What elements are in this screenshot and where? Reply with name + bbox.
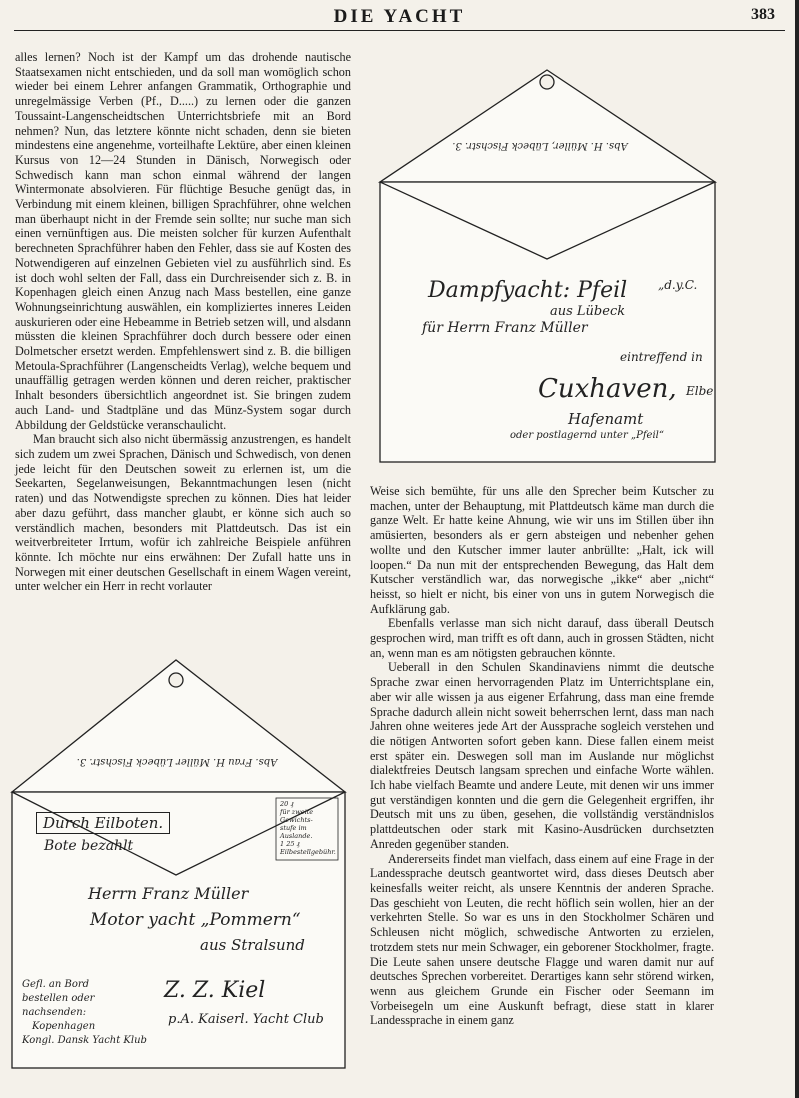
address-city-suffix: Elbe xyxy=(686,384,714,398)
header-rule xyxy=(14,30,785,31)
address-ship-tag: „d.y.C. xyxy=(658,278,698,292)
address-ship: Dampfyacht: Pfeil xyxy=(428,278,628,303)
stamp-line: 1 25 ₰ xyxy=(280,840,300,848)
address-poste-restante: oder postlagernd unter „Pfeil“ xyxy=(510,430,664,441)
note-line: Kopenhagen xyxy=(32,1021,96,1032)
stamp-note xyxy=(280,800,338,856)
stamp-line: Auslande. xyxy=(280,832,313,840)
stamp-line: 20 ₰ xyxy=(280,800,294,808)
address-harbour: Hafenamt xyxy=(568,410,644,428)
address-origin: aus Lübeck xyxy=(550,304,626,319)
note-line: Kongl. Dansk Yacht Klub xyxy=(22,1035,147,1046)
scan-edge xyxy=(795,0,799,1098)
express-note: Durch Eilboten. xyxy=(36,812,170,834)
address-location: Z. Z. Kiel xyxy=(164,978,266,1003)
stamp-line: Eilbestellgebühr. xyxy=(280,848,336,856)
address-club: p.A. Kaiserl. Yacht Club xyxy=(168,1012,324,1027)
page-header xyxy=(0,0,799,34)
journal-title: DIE YACHT xyxy=(333,6,466,27)
flap-note: Abs. Frau H. Müller Lübeck Fischstr. 3. xyxy=(76,756,278,767)
paragraph: Ueberall in den Schulen Skandinaviens nimmt die deutsche Sprache zwar einen hervorragenden Platz im Unterrichtsplane ein, aber wir alle wissen ja aus eigener Erfahrung, dass man eine fremde Sprache dadurch allein nicht soweit beherrschen lernt, dass man nach Jahren ohne weiteres jede Art der Aussprache sogleich verstehen und die nötigen Antworten sofort geben kann. Diese fallen einem meist erst später ein. Deswegen soll man im Auslande nur möglichst dialektfreies Deutsch langsam sprechen und einfache Worte wählen. Ich habe vielfach Beamte und andere Leute, mit denen wir uns immer gut verständigen konnten und die gern die Gelegenheit ergriffen, ihr Deutsch mit uns zu üben, gesehen, die vollständig verständnislos plattdeutschen oder stark mit Kasino-Ausdrücken durchsetzten Anreden gegenüber standen. xyxy=(370,660,714,851)
note-line: bestellen oder xyxy=(22,993,95,1004)
address-recipient: Herrn Franz Müller xyxy=(88,884,249,903)
address-arrival: eintreffend in xyxy=(620,350,703,364)
note-line: Gefl. an Bord xyxy=(22,979,90,990)
right-column-text xyxy=(370,484,714,1028)
envelope-top xyxy=(370,62,730,482)
stamp-line: stufe im xyxy=(280,824,307,832)
paragraph: Andererseits findet man vielfach, dass einem auf eine Frage in der Landessprache deutsch geantwortet wird, dass dieses Deutsch aber keinesfalls weiter reicht, als unsere Kenntnis der anderen Sprache. Das geschieht von Leuten, die recht höflich sein wollen, hier an der verkehrten Stelle. So war es uns in den Stockholmer Schären und Schleusen nicht möglich, schwedische Antworten zu erzielen, trotzdem stets nur mein Schwager, ein geborener Stockholmer, fragte. Die Leute sahen unsere deutsche Flagge und waren damit nur auf deutsches Sprechen vorbereitet. Derartiges kann sehr störend wirken, wenn aus gleichem Grunde ein Fischer oder Seemann im Vorbeisegeln um eine Auskunft befragt, diese statt in klarer Landessprache in einem ganz xyxy=(370,851,714,1028)
note-line: nachsenden: xyxy=(22,1007,87,1018)
paragraph: Man braucht sich also nicht übermässig anzustrengen, es handelt sich zudem um zwei Sprachen, Dänisch und Schwedisch, von denen jede leicht für den Deutschen soweit zu erlernen ist, um die Seekarten, Segelanweisungen, Bekanntmachungen lesen (nicht raten) und das Notwendigste sprechen zu können. Dies hat leider aber dazu geführt, dass mancher glaubt, er könne sich auch so verständlich machen, besonders mit Plattdeutsch. Das ist ein weitverbreiteter Irrtum, wofür ich zahlreiche Beispiele anführen könnte. Ich möchte nur eins erwähnen: Der Zufall hatte uns in Norwegen mit einer deutschen Gesellschaft in einem Wagen vereint, unter welcher ein Herr in recht vorlauter xyxy=(15,432,351,594)
flap-note: Abs. H. Müller, Lübeck Fischstr. 3. xyxy=(452,140,628,151)
page-number: 383 xyxy=(751,6,775,23)
paragraph: Ebenfalls verlasse man sich nicht darauf, dass überall Deutsch gesprochen wird, man trifft es oft dann, auch in grossen Städten, nicht an, wenn man es am nötigsten gebrauchen könnte. xyxy=(370,616,714,660)
address-origin: aus Stralsund xyxy=(200,936,305,954)
messenger-paid: Bote bezahlt xyxy=(44,838,134,854)
forwarding-note xyxy=(22,978,172,1048)
address-recipient: für Herrn Franz Müller xyxy=(422,320,588,336)
paragraph: Weise sich bemühte, für uns alle den Sprecher beim Kutscher zu machen, unter der Behauptung, mit Plattdeutsch käme man durch die ganze Welt. Er hatte keine Ahnung, wie wir uns im Stillen über ihn amüsierten, besonders als er gern absteigen und nebenher gehen wollte und den Kutscher immer lauter anbrüllte: „Halt, ick will loopen.“ Da nun mit der entsprechenden Bewegung, das Halt dem Kutscher verständlich war, das norwegische „ikke“ aber „nicht“ heisst, so hielt er nicht, bis einer von uns in gutem Norwegisch die Aufklärung gab. xyxy=(370,484,714,616)
address-city: Cuxhaven, xyxy=(538,374,677,404)
stamp-line: Gewichts- xyxy=(280,816,313,824)
envelope-top-outline xyxy=(370,62,730,482)
envelope-bottom xyxy=(0,660,360,1090)
left-column-text xyxy=(15,50,351,594)
paragraph: alles lernen? Noch ist der Kampf um das drohende nautische Staatsexamen nicht entschieden, und da soll man womöglich schon wieder bei einem Lehrer anfangen Grammatik, Orthographie und unregelmässige Verben (Pf., D.....) zu lernen oder die ganzen Toussaint-Langenscheidtschen Unterrichtsbriefe mit an Bord nehmen? Nun, das letztere könnte nicht schaden, denn sie bieten mindestens eine angenehme, vorteilhafte Lektüre, aber einen kleinen Kursus von 12—24 Stunden in Dänisch, Norwegisch oder Schwedisch kann man schon einmal während der langen Wintermonate absolvieren. Für flüchtige Besuche genügt das, in Verbindung mit einem kleinen, billigen Sprachführer, ohne welchen man überhaupt nicht in der Fremde sein sollte; nur suche man sich einen vernünftigen aus. Die meisten solcher für kurzen Aufenthalt berechneten Sprachführer haben den Fehler, dass sie auf Kosten des Notwendigeren auf einzelnen Gebieten viel zu ausführlich sind. Es ist doch wohl selten der Fall, dass ein Durchreisender sich z. B. in Kopenhagen gleich einen Anzug nach Mass bestellen, eine ganze Wohnungseinrichtung auswählen, ein kompliziertes inneres Leiden auskurieren oder eine Hebeamme in Betrieb setzen will, und alsdann müssten die kleinen Sprachführer doch durch bessere oder einen Dolmetscher ersetzt werden. Empfehlenswert sind z. B. die billigen Metoula-Sprachführer (Langenscheidts Verlag), welche bequem und unauffällig getragen werden können und deren reicher, praktischer Inhalt besonders übersichtlich angeordnet ist. Sie bringen zudem auch Land- und Stadtpläne und das Münz-System sogar durch Abbildung der Geldstücke veranschaulicht. xyxy=(15,50,351,432)
address-ship: Motor yacht „Pommern“ xyxy=(90,910,301,930)
stamp-line: für zweite xyxy=(280,808,314,816)
